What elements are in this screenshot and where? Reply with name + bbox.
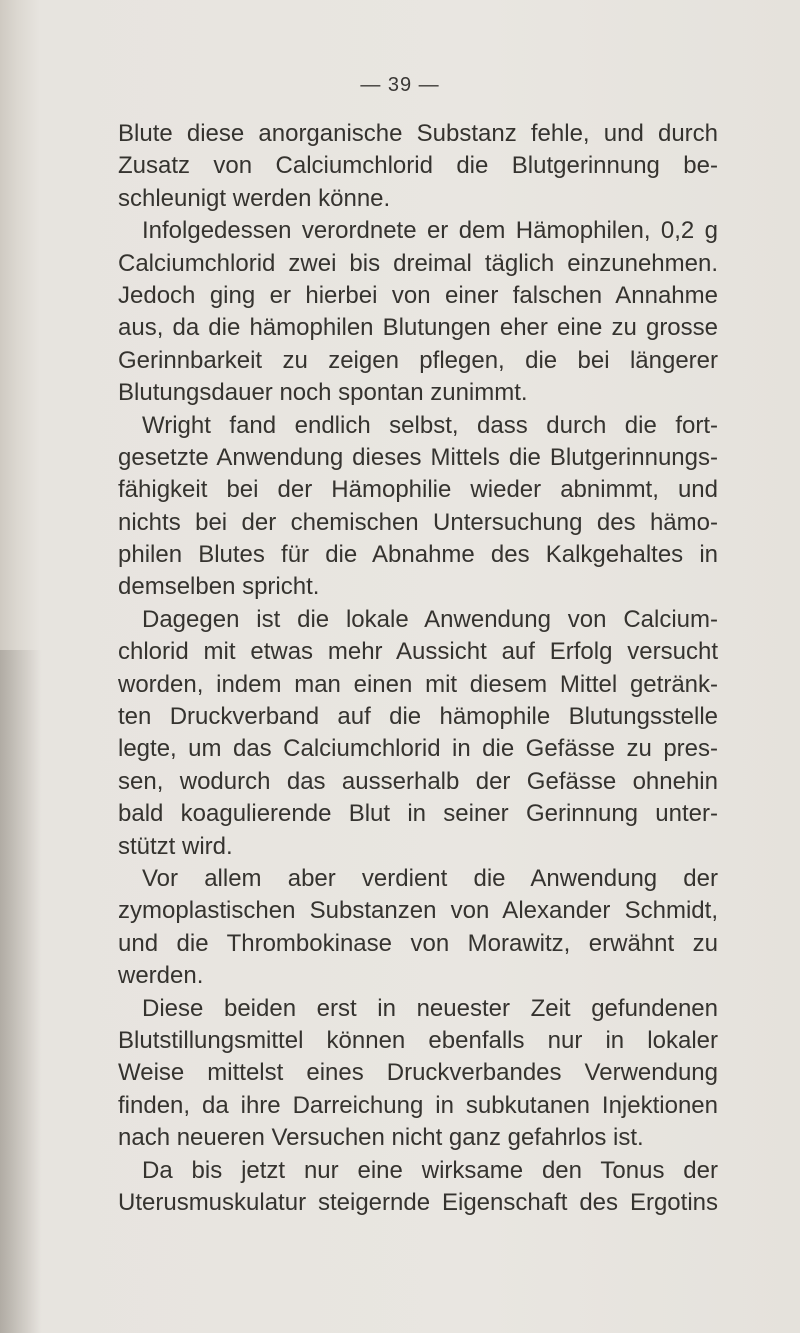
text-line: Uterusmuskulatur steigernde Eigenschaft des Ergotins [118,1188,718,1216]
text-line: Diese beiden erst in neuester Zeit gefundenen [142,994,718,1022]
text-line: philen Blutes für die Abnahme des Kalkgehaltes in [118,541,718,569]
text-line: nach neueren Versuchen nicht ganz gefahrlos ist. [118,1124,644,1152]
text-line: Dagegen ist die lokale Anwendung von Calcium- [142,605,718,633]
text-line: fähigkeit bei der Hämophilie wieder abnimmt, und [118,476,718,504]
text-line: Weise mittelst eines Druckverbandes Verwendung [118,1059,718,1087]
text-line: gesetzte Anwendung dieses Mittels die Blutgerinnungs- [118,443,718,471]
text-line: und die Thrombokinase von Morawitz, erwähnt zu [118,929,718,957]
text-line: Jedoch ging er hierbei von einer falschen Annahme [118,281,718,309]
text-line: aus, da die hämophilen Blutungen eher eine zu grosse [118,314,718,342]
text-line: finden, da ihre Darreichung in subkutanen Injektionen [118,1091,718,1119]
text-line: Vor allem aber verdient die Anwendung der [142,864,718,892]
text-line: nichts bei der chemischen Untersuchung des hämo- [118,508,718,536]
body-text [118,118,718,1219]
text-line: werden. [118,962,204,990]
text-line: Gerinnbarkeit zu zeigen pflegen, die bei längerer [118,346,718,374]
text-line: Blutstillungsmittel können ebenfalls nur in lokaler [118,1026,718,1054]
text-line: Blute diese anorganische Substanz fehle, und durch [118,120,718,147]
text-line: demselben spricht. [118,573,320,601]
text-line: bald koagulierende Blut in seiner Gerinnung unter- [118,800,718,828]
text-line: stützt wird. [118,832,233,860]
text-line: sen, wodurch das ausserhalb der Gefässe ohnehin [118,767,718,795]
text-line: ten Druckverband auf die hämophile Blutungsstelle [118,703,718,731]
page-number: — 39 — [360,74,440,96]
page-edge-shadow [0,650,42,1333]
text-line: Calciumchlorid zwei bis dreimal täglich einzunehmen. [118,249,718,277]
text-line: Infolgedessen verordnete er dem Hämophilen, 0,2 g [142,217,718,245]
text-line: schleunigt werden könne. [118,184,391,212]
text-line: Blutungsdauer noch spontan zunimmt. [118,379,528,407]
text-line: chlorid mit etwas mehr Aussicht auf Erfolg versucht [118,638,718,666]
text-line: Zusatz von Calciumchlorid die Blutgerinnung be- [118,152,718,180]
text-line: worden, indem man einen mit diesem Mittel getränk- [118,670,718,698]
text-line: legte, um das Calciumchlorid in die Gefässe zu pres- [118,735,718,763]
text-line: zymoplastischen Substanzen von Alexander Schmidt, [118,897,718,925]
text-line: Da bis jetzt nur eine wirksame den Tonus der [142,1156,718,1184]
text-line: Wright fand endlich selbst, dass durch die fort- [142,411,718,439]
